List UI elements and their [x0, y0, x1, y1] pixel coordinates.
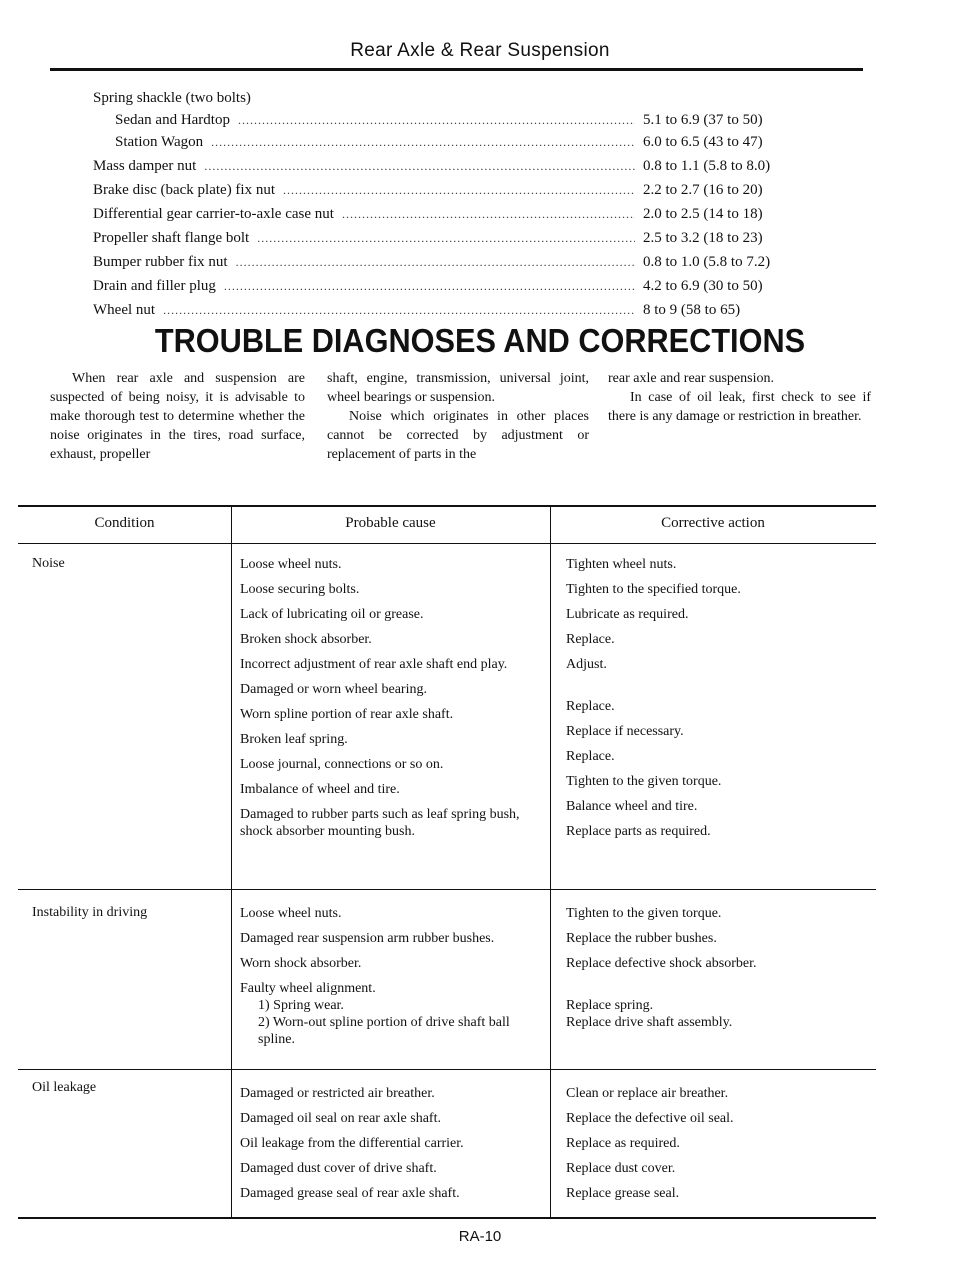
- list-item: Replace drive shaft assembly.: [566, 1015, 733, 1030]
- torque-heading: Spring shackle (two bolts): [93, 90, 251, 106]
- list-item: Replace grease seal.: [566, 1186, 680, 1201]
- torque-value: 0.8 to 1.0 (5.8 to 7.2): [643, 254, 771, 270]
- torque-value: 0.8 to 1.1 (5.8 to 8.0): [643, 158, 771, 174]
- list-item: Damaged oil seal on rear axle shaft.: [240, 1111, 441, 1126]
- list-item: Oil leakage from the differential carrier.: [240, 1136, 464, 1151]
- torque-value: 2.5 to 3.2 (18 to 23): [643, 230, 763, 246]
- torque-label: Bumper rubber fix nut: [93, 254, 228, 270]
- list-item: Tighten to the specified torque.: [566, 582, 741, 597]
- list-item: 2) Worn-out spline portion of drive shaft ball spline.: [258, 1015, 510, 1047]
- list-item: Replace.: [566, 699, 615, 714]
- torque-row: [93, 251, 813, 273]
- list-item: Broken leaf spring.: [240, 732, 348, 747]
- torque-label: Sedan and Hardtop: [115, 112, 230, 128]
- torque-row: [93, 299, 813, 321]
- intro-column-2: [327, 369, 589, 464]
- torque-label: Drain and filler plug: [93, 278, 216, 294]
- leader-dots: [236, 251, 635, 273]
- torque-row: [93, 227, 813, 249]
- torque-value: 6.0 to 6.5 (43 to 47): [643, 134, 763, 150]
- condition-noise: Noise: [32, 556, 65, 571]
- leader-dots: [238, 109, 635, 131]
- torque-value: 2.2 to 2.7 (16 to 20): [643, 182, 763, 198]
- torque-row: [93, 131, 813, 153]
- column-header-action: Corrective action: [661, 515, 765, 531]
- header-rule: [18, 543, 876, 544]
- table-bottom-rule: [18, 1217, 876, 1219]
- leader-dots: [204, 155, 635, 177]
- list-item: Incorrect adjustment of rear axle shaft end play.: [240, 657, 508, 672]
- list-item: Damaged to rubber parts such as leaf spring bush, shock absorber mounting bush.: [240, 807, 520, 839]
- leader-dots: [283, 179, 635, 201]
- list-item: Lack of lubricating oil or grease.: [240, 607, 424, 622]
- cause-list: [240, 1085, 540, 1210]
- column-header-condition: Condition: [94, 515, 155, 531]
- torque-row: [93, 179, 813, 201]
- leader-dots: [342, 203, 635, 225]
- list-item: Damaged dust cover of drive shaft.: [240, 1161, 437, 1176]
- list-item: Replace if necessary.: [566, 724, 684, 739]
- group-divider: [18, 1069, 876, 1070]
- list-item: Adjust.: [566, 657, 607, 672]
- torque-label: Brake disc (back plate) fix nut: [93, 182, 276, 198]
- torque-row: [93, 275, 813, 297]
- list-item: Replace.: [566, 632, 615, 647]
- condition-oil-leakage: Oil leakage: [32, 1080, 97, 1095]
- list-item: Loose wheel nuts.: [240, 557, 342, 572]
- column-header-cause: Probable cause: [345, 515, 436, 531]
- diagnosis-table: [18, 505, 876, 1219]
- page-number: RA-10: [458, 1228, 502, 1245]
- list-item: 1) Spring wear.: [258, 998, 344, 1013]
- list-item: Loose securing bolts.: [240, 582, 360, 597]
- list-item: Replace the rubber bushes.: [566, 931, 717, 946]
- table-top-rule: [18, 505, 876, 507]
- torque-value: 5.1 to 6.9 (37 to 50): [643, 112, 763, 128]
- torque-spec-list: [93, 87, 813, 321]
- group-divider: [18, 889, 876, 890]
- list-item: Worn shock absorber.: [240, 956, 362, 971]
- cause-list: [240, 905, 540, 1048]
- list-item: Replace as required.: [566, 1136, 680, 1151]
- condition-instability: Instability in driving: [32, 905, 148, 920]
- action-list: [566, 905, 866, 1031]
- torque-label: Mass damper nut: [93, 158, 197, 174]
- intro-paragraph: shaft, engine, transmission, universal joint, wheel bearings or suspension.: [327, 371, 589, 405]
- list-item: Damaged or worn wheel bearing.: [240, 682, 427, 697]
- column-divider: [550, 505, 551, 1219]
- intro-column-1: [50, 369, 305, 464]
- list-item: Replace dust cover.: [566, 1161, 676, 1176]
- list-item: Loose journal, connections or so on.: [240, 757, 444, 772]
- list-item: Balance wheel and tire.: [566, 799, 698, 814]
- torque-label: Differential gear carrier-to-axle case nut: [93, 206, 334, 222]
- intro-paragraph: When rear axle and suspension are suspected of being noisy, it is advisable to make thorough test to determine whether the noise originates in the tires, road surface, exhaust, propeller: [50, 371, 305, 462]
- list-item: Clean or replace air breather.: [566, 1086, 729, 1101]
- header-rule: [50, 68, 863, 71]
- torque-label: Propeller shaft flange bolt: [93, 230, 250, 246]
- section-title: TROUBLE DIAGNOSES AND CORRECTIONS: [154, 322, 806, 359]
- list-item: Tighten to the given torque.: [566, 906, 722, 921]
- list-item: Faulty wheel alignment.: [240, 981, 376, 996]
- list-item: Replace defective shock absorber.: [566, 956, 757, 971]
- list-item: Worn spline portion of rear axle shaft.: [240, 707, 454, 722]
- leader-dots: [211, 131, 635, 153]
- list-item: Loose wheel nuts.: [240, 906, 342, 921]
- leader-dots: [163, 299, 635, 321]
- list-item: Replace spring.: [566, 998, 654, 1013]
- intro-paragraph: Noise which originates in other places cannot be corrected by adjustment or replacement of parts in the: [327, 409, 589, 462]
- list-item: Damaged or restricted air breather.: [240, 1086, 435, 1101]
- intro-column-3: [608, 369, 871, 426]
- list-item: Damaged rear suspension arm rubber bushes.: [240, 931, 495, 946]
- torque-label: Station Wagon: [115, 134, 204, 150]
- leader-dots: [257, 227, 635, 249]
- list-item: Damaged grease seal of rear axle shaft.: [240, 1186, 460, 1201]
- torque-value: 2.0 to 2.5 (14 to 18): [643, 206, 763, 222]
- column-divider: [231, 505, 232, 1219]
- list-item: Lubricate as required.: [566, 607, 689, 622]
- list-item: Replace parts as required.: [566, 824, 711, 839]
- list-item: Replace.: [566, 749, 615, 764]
- list-item: Replace the defective oil seal.: [566, 1111, 734, 1126]
- page-header-title: Rear Axle & Rear Suspension: [350, 40, 610, 61]
- torque-label: Wheel nut: [93, 302, 156, 318]
- intro-paragraph: In case of oil leak, first check to see if there is any damage or restriction in breather.: [608, 390, 871, 424]
- action-list: [566, 1085, 866, 1210]
- list-item: Tighten to the given torque.: [566, 774, 722, 789]
- torque-row: [93, 203, 813, 225]
- leader-dots: [224, 275, 635, 297]
- intro-paragraph: rear axle and rear suspension.: [608, 371, 774, 386]
- list-item: Broken shock absorber.: [240, 632, 372, 647]
- torque-row: [93, 109, 813, 131]
- torque-value: 4.2 to 6.9 (30 to 50): [643, 278, 763, 294]
- torque-value: 8 to 9 (58 to 65): [643, 302, 741, 318]
- list-item: Imbalance of wheel and tire.: [240, 782, 400, 797]
- action-list: [566, 556, 866, 848]
- torque-row: [93, 155, 813, 177]
- cause-list: [240, 556, 540, 848]
- list-item: Tighten wheel nuts.: [566, 557, 677, 572]
